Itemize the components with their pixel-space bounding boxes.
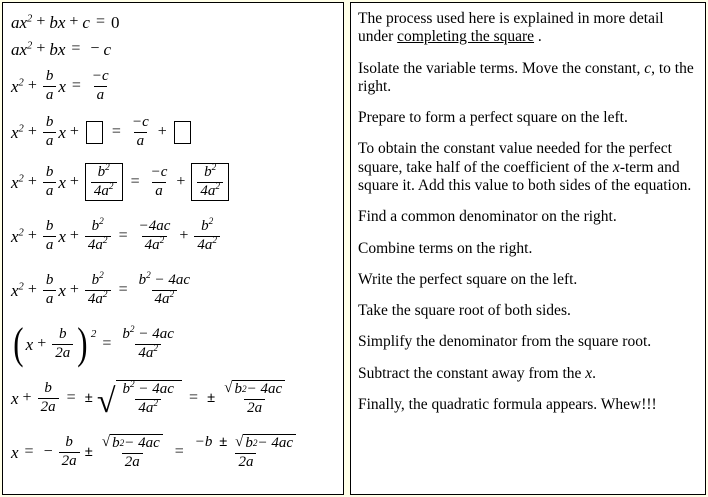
inline-variable-x: x <box>585 364 593 382</box>
fraction-b-over-a <box>43 165 57 200</box>
denominator-4a-squared: $4a^2$ <box>85 290 111 308</box>
note-subtract-text-after: . <box>592 364 597 382</box>
fraction-b-over-2a <box>38 381 59 416</box>
operator-plus: + <box>27 77 37 94</box>
numerator-b-squared: $b^2$ <box>201 216 214 234</box>
term-ax2: $ax^2$ <box>11 12 33 32</box>
radical-icon: √ <box>101 433 111 450</box>
term-x2: $x^2$ <box>11 280 24 300</box>
numerator-neg-c: −c <box>150 163 168 180</box>
operator-equals: = <box>66 389 76 406</box>
operator-plus: + <box>27 227 37 244</box>
operator-equals: = <box>71 40 81 57</box>
denominator-4a-squared: $4a^2$ <box>142 236 168 254</box>
numerator-sqrt-discriminant <box>220 380 289 399</box>
term-c: c <box>103 39 111 59</box>
denominator-2a: 2a <box>235 453 256 471</box>
denominator-4a-squared: $4a^2$ <box>85 236 111 254</box>
note-isolate <box>358 60 695 97</box>
term-x: x <box>58 226 66 246</box>
fraction-b2-over-4a2 <box>85 270 111 308</box>
numerator-b: b <box>65 433 73 450</box>
operator-minus: − <box>43 443 53 460</box>
operator-plus: + <box>157 123 167 140</box>
denominator-2a: 2a <box>244 399 265 417</box>
note-intro-text-before: The process used here is explained in more detail under <box>358 10 664 46</box>
fraction-b2-over-4a2 <box>194 216 220 254</box>
note-square-root: Take the square root of both sides. <box>358 302 571 320</box>
denominator-2a: 2a <box>122 453 143 471</box>
operator-plus: + <box>69 123 79 140</box>
radical-of-discriminant <box>102 434 163 452</box>
inline-variable-c: c <box>644 59 652 77</box>
denominator-2a: 2a <box>52 344 73 362</box>
operator-equals: = <box>188 389 198 406</box>
operator-equals: = <box>118 281 128 298</box>
note-subtract <box>358 365 695 383</box>
note-subtract-text-before: Subtract the constant away from the <box>358 364 586 382</box>
operator-plus: + <box>179 227 189 244</box>
radical-icon: √ <box>235 433 244 450</box>
math-derivation-panel <box>2 2 344 495</box>
fraction-neg4ac-over-4a2 <box>136 219 174 254</box>
note-combine: Combine terms on the right. <box>358 239 533 257</box>
numerator-b-squared: $b^2$ <box>97 162 110 180</box>
boxed-term-left <box>85 163 123 202</box>
operator-equals: = <box>174 443 184 460</box>
note-intro <box>358 10 695 47</box>
term-x2: $x^2$ <box>11 76 24 96</box>
numerator-b: b <box>45 217 54 234</box>
note-obtain-text-before: To obtain the constant value needed for the perfect square, take half of the coefficient of the <box>358 140 672 176</box>
numerator-b: b <box>45 271 54 288</box>
fraction-b-over-2a <box>59 435 80 470</box>
operator-plus: + <box>37 335 47 352</box>
term-bx: bx <box>49 39 66 59</box>
term-x: x <box>58 122 66 142</box>
operator-plus: + <box>22 389 32 406</box>
note-isolate-text-after: , to the right. <box>358 59 694 95</box>
note-prepare: Prepare to form a perfect square on the left. <box>358 109 628 127</box>
operator-plus: + <box>36 13 46 30</box>
explanation-notes-panel <box>350 2 706 495</box>
parenthesized-perfect-square <box>11 318 97 368</box>
operator-equals: = <box>130 173 140 190</box>
operator-equals: = <box>102 335 112 352</box>
equation-row-10 <box>11 425 343 479</box>
operator-plus: + <box>36 40 46 57</box>
equation-list <box>3 3 343 479</box>
denominator-a: a <box>134 132 148 150</box>
denominator-4a-squared: $4a^2$ <box>91 182 117 200</box>
term-c: c <box>82 12 90 32</box>
denominator-a: a <box>43 290 57 308</box>
numerator-discriminant: $b^2 - 4ac$ <box>122 379 174 397</box>
term-bx: bx <box>49 12 66 32</box>
operator-equals: = <box>95 13 105 30</box>
radicand: b 2 − 4ac <box>243 434 296 452</box>
fraction-b-over-2a <box>52 327 73 362</box>
note-intro-text-after: . <box>534 28 542 46</box>
numerator-b-squared: $b^2$ <box>91 216 104 234</box>
numerator-discriminant: $b^2 - 4ac$ <box>138 270 191 288</box>
equation-row-6 <box>11 209 343 263</box>
plus-minus-sign: ± <box>206 389 216 406</box>
term-neg-b: −b <box>194 433 213 450</box>
radicand: b 2 − 4ac <box>110 434 163 452</box>
equation-row-5 <box>11 155 343 209</box>
numerator-b-squared: $b^2$ <box>204 162 217 180</box>
fraction-sqrtdisc-over-2a <box>98 434 167 471</box>
fraction-sqrtdisc-over-2a <box>220 380 289 417</box>
fraction-negc-over-a <box>148 165 171 200</box>
operator-plus: + <box>69 13 79 30</box>
note-obtain <box>358 140 695 195</box>
denominator-2a: 2a <box>59 452 80 470</box>
exponent-two: 2 <box>90 327 97 340</box>
numerator-quadratic-formula <box>192 434 300 453</box>
plus-minus-sign: ± <box>84 443 93 460</box>
numerator-b-squared: $b^2$ <box>91 270 104 288</box>
operator-plus: + <box>27 173 37 190</box>
denominator-a: a <box>43 182 57 200</box>
radicand: b 2 − 4ac <box>232 380 285 398</box>
denominator-a: a <box>43 86 57 104</box>
operator-equals: = <box>118 227 128 244</box>
operator-plus: + <box>27 123 37 140</box>
fraction-b2-over-4a2 <box>85 216 111 254</box>
denominator-4a-squared: $4a^2$ <box>197 182 223 200</box>
numerator-discriminant: $b^2 - 4ac$ <box>122 324 174 342</box>
radical-of-fraction <box>96 379 182 421</box>
term-x: x <box>25 334 34 354</box>
plus-minus-sign: ± <box>219 433 228 450</box>
denominator-4a-squared: $4a^2$ <box>152 290 178 308</box>
operator-equals: = <box>111 123 121 140</box>
numerator-b: b <box>45 67 54 84</box>
equation-row-7 <box>11 263 343 317</box>
note-obtain-text-after: -term and square it. Add this value to both sides of the equation. <box>358 158 692 194</box>
equation-row-8 <box>11 317 343 371</box>
operator-plus: + <box>69 173 79 190</box>
operator-plus: + <box>27 281 37 298</box>
fraction-b-over-a <box>43 273 57 308</box>
term-x2: $x^2$ <box>11 226 24 246</box>
numerator-b: b <box>45 163 54 180</box>
boxed-term-right <box>191 163 229 202</box>
numerator-neg-c: −c <box>91 67 109 84</box>
plus-minus-sign: ± <box>84 389 93 406</box>
note-finally: Finally, the quadratic formula appears. Whew!!! <box>358 395 657 413</box>
term-x: x <box>58 280 66 300</box>
term-x: x <box>58 76 66 96</box>
radical-of-discriminant <box>235 434 296 452</box>
denominator-4a-squared: $4a^2$ <box>135 344 161 362</box>
term-zero: 0 <box>111 12 120 32</box>
equation-row-1 <box>11 9 343 35</box>
fraction-discriminant-over-4a2 <box>136 270 193 308</box>
left-paren: ( <box>13 318 24 368</box>
inline-variable-x: x <box>612 158 620 176</box>
operator-minus: − <box>90 40 100 57</box>
denominator-a: a <box>152 182 166 200</box>
denominator-a: a <box>43 236 57 254</box>
note-common-denominator: Find a common denominator on the right. <box>358 208 617 226</box>
term-x2: $x^2$ <box>11 122 24 142</box>
equation-row-3 <box>11 63 343 109</box>
fraction-b2-over-4a2 <box>91 162 117 200</box>
operator-plus: + <box>69 227 79 244</box>
fraction-b2-over-4a2 <box>197 162 223 200</box>
operator-plus: + <box>69 281 79 298</box>
term-ax2: $ax^2$ <box>11 39 33 59</box>
denominator-4a-squared: $4a^2$ <box>135 399 161 417</box>
empty-placeholder-box-right <box>174 121 191 144</box>
denominator-a: a <box>43 132 57 150</box>
quadratic-formula-fraction <box>192 434 300 471</box>
fraction-negc-over-a <box>129 115 152 150</box>
denominator-4a-squared: $4a^2$ <box>194 236 220 254</box>
numerator-b: b <box>44 379 52 396</box>
fraction-discriminant-over-4a2 <box>119 324 176 362</box>
operator-equals: = <box>24 443 34 460</box>
equation-row-2 <box>11 35 343 63</box>
note-isolate-text-before: Isolate the variable terms. Move the constant, <box>358 59 645 77</box>
radical-icon: √ <box>96 383 116 421</box>
radical-of-discriminant <box>224 380 285 398</box>
numerator-neg-c: −c <box>131 113 149 130</box>
denominator-2a: 2a <box>38 398 59 416</box>
empty-placeholder-box-left <box>86 121 103 144</box>
fraction-b-over-a <box>43 219 57 254</box>
term-x: x <box>11 442 19 462</box>
operator-plus: + <box>176 173 186 190</box>
term-x: x <box>11 388 19 408</box>
numerator-b: b <box>45 113 54 130</box>
operator-equals: = <box>71 77 81 94</box>
fraction-b-over-a <box>43 115 57 150</box>
note-write-perfect-square: Write the perfect square on the left. <box>358 270 578 288</box>
equation-row-9 <box>11 371 343 425</box>
numerator-neg-4ac: −4ac <box>138 217 171 234</box>
fraction-discriminant-over-4a2 <box>120 379 177 417</box>
fraction-b-over-a <box>43 69 57 104</box>
radicand <box>116 380 182 417</box>
denominator-a: a <box>94 86 108 104</box>
notes-list <box>351 3 705 414</box>
right-paren: ) <box>77 318 88 368</box>
fraction-negc-over-a <box>89 69 112 104</box>
numerator-b: b <box>58 325 67 342</box>
completing-the-square-link[interactable]: completing the square <box>397 28 535 46</box>
equation-row-4 <box>11 109 343 155</box>
numerator-sqrt-discriminant <box>98 434 167 453</box>
note-simplify: Simplify the denominator from the square root. <box>358 333 652 351</box>
term-x: x <box>58 172 66 192</box>
radical-icon: √ <box>224 379 233 396</box>
term-x2: $x^2$ <box>11 172 24 192</box>
